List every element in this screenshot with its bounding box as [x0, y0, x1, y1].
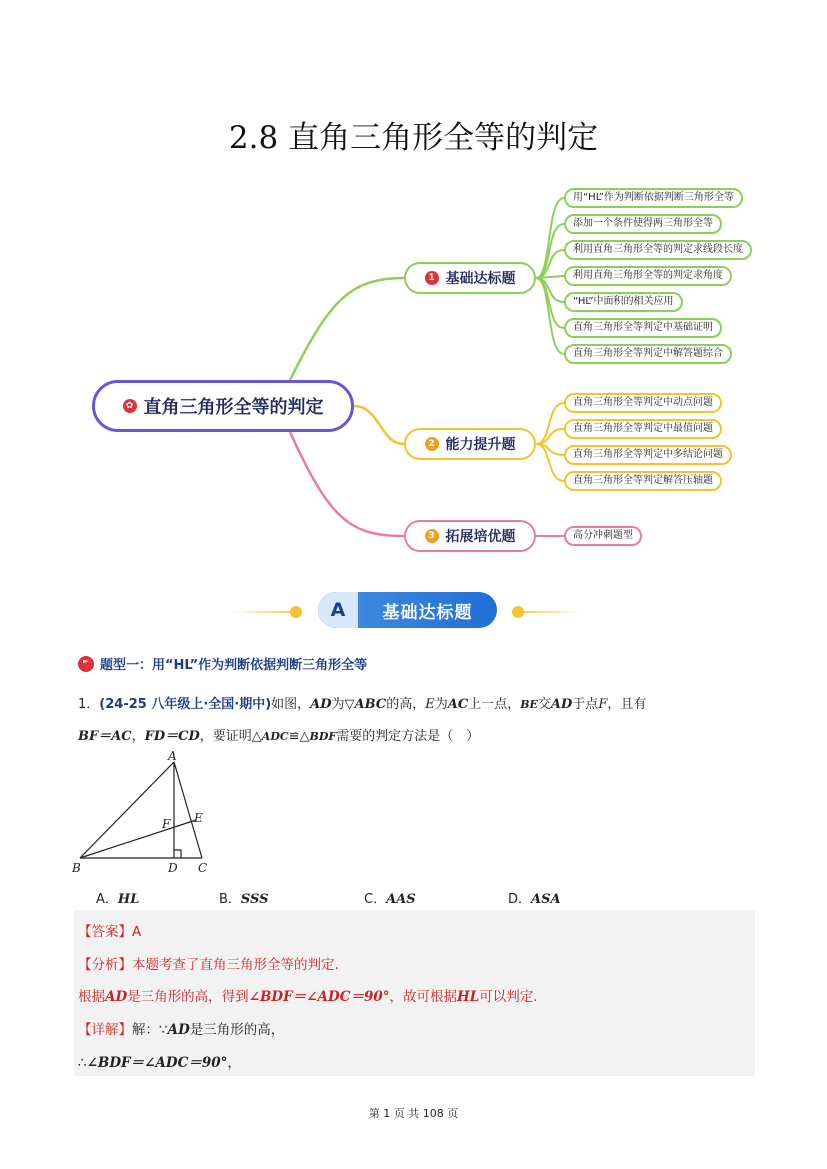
- option-d[interactable]: [508, 888, 561, 907]
- section-label: 基础达标题: [382, 602, 473, 623]
- math: ADC: [261, 730, 289, 743]
- mindmap-leaf: 直角三角形全等判定中基础证明: [564, 318, 722, 338]
- text: ，且有: [607, 697, 647, 712]
- number-badge-icon: 3: [425, 529, 439, 543]
- option-a[interactable]: [96, 888, 139, 907]
- type-heading-text: 题型一：用“HL”作为判断依据判断三角形全等: [100, 658, 368, 673]
- math: AD: [167, 1022, 190, 1038]
- math: AD: [105, 989, 128, 1005]
- mindmap-leaf: “HL”中面积的相关应用: [564, 292, 683, 312]
- text: 如图，: [271, 697, 311, 712]
- text: 根据: [78, 989, 105, 1005]
- option-letter: D．: [508, 892, 532, 907]
- banner-dot-right: [512, 606, 524, 618]
- mindmap-branch-extension: [404, 520, 536, 552]
- text: ，: [227, 1055, 241, 1071]
- mindmap-branch-advanced: [404, 428, 536, 460]
- option-letter: B．: [219, 892, 241, 907]
- branch-label: 基础达标题: [445, 271, 516, 287]
- therefore-line: [78, 1051, 241, 1071]
- page-title: 2.8 直角三角形全等的判定: [228, 120, 599, 156]
- math: BDF: [309, 730, 337, 743]
- math: ∠BDF＝∠ADC＝90°: [86, 1055, 228, 1071]
- analysis-line: [78, 953, 339, 973]
- text: 需要的判定方法是（ ）: [336, 729, 480, 744]
- option-c[interactable]: [364, 888, 416, 907]
- mindmap-leaf: 直角三角形全等判定中解答题综合: [564, 344, 732, 364]
- banner-dot-left: [290, 606, 302, 618]
- math: BF＝AC: [78, 729, 132, 744]
- text: 解：∵: [132, 1022, 168, 1038]
- number-badge-icon: 2: [425, 437, 439, 451]
- number-badge-icon: 1: [425, 271, 439, 285]
- text: 为: [434, 697, 448, 712]
- option-text: AAS: [386, 892, 416, 907]
- math: AD: [550, 697, 573, 712]
- mindmap-leaf: 直角三角形全等判定中多结论问题: [564, 445, 732, 465]
- math: HL: [456, 989, 480, 1005]
- page-footer: 第 1 页 共 108 页: [368, 1107, 459, 1120]
- flag-icon: [78, 656, 94, 672]
- text: 为: [331, 697, 345, 712]
- branch-label: 拓展培优题: [445, 529, 516, 545]
- point-label-f: F: [162, 817, 171, 831]
- text: 可以判定.: [479, 989, 538, 1005]
- mindmap-leaf: 直角三角形全等判定中最值问题: [564, 419, 722, 439]
- question-source: (24-25 八年级上·全国·期中): [99, 697, 272, 712]
- option-b[interactable]: [219, 888, 269, 907]
- mindmap-leaf: 利用直角三角形全等的判定求线段长度: [564, 240, 752, 260]
- math: ▽ABC: [344, 697, 387, 712]
- question-line-2: [78, 725, 479, 744]
- detail-line: [78, 1018, 284, 1038]
- text: ∴: [78, 1055, 87, 1071]
- question-line-1: [78, 693, 646, 712]
- mindmap-leaf: 直角三角形全等判定中动点问题: [564, 393, 722, 413]
- text: ，: [131, 729, 145, 744]
- answer-value: A: [132, 924, 142, 940]
- point-label-b: B: [72, 861, 81, 875]
- answer-tag: 【答案】: [78, 924, 132, 940]
- mindmap-leaf: 直角三角形全等判定解答压轴题: [564, 471, 722, 491]
- analysis-text: 本题考查了直角三角形全等的判定.: [132, 957, 339, 973]
- reason-line: [78, 985, 538, 1005]
- text: 上一点，: [468, 697, 521, 712]
- text: ，要证明△: [199, 729, 262, 744]
- text: 交: [537, 697, 551, 712]
- option-text: ASA: [531, 892, 561, 907]
- type-heading: [78, 654, 367, 673]
- math: FD＝CD: [144, 729, 200, 744]
- question-number: 1．: [78, 697, 100, 712]
- point-label-c: C: [198, 861, 208, 875]
- analysis-tag: 【分析】: [78, 957, 132, 973]
- option-text: HL: [117, 892, 140, 907]
- option-letter: C．: [364, 892, 387, 907]
- math: AC: [447, 697, 469, 712]
- detail-tag: 【详解】: [78, 1022, 132, 1038]
- mindmap-leaf: 高分冲刺题型: [564, 526, 642, 546]
- mindmap-leaf: 用“HL”作为判断依据判断三角形全等: [564, 188, 743, 208]
- math: AD: [310, 697, 332, 712]
- math: E: [425, 697, 435, 712]
- text: ，故可根据: [389, 989, 457, 1005]
- math: F: [598, 697, 608, 712]
- section-letter: A: [318, 592, 358, 628]
- option-letter: A．: [96, 892, 118, 907]
- text: 的高，: [386, 697, 426, 712]
- flower-icon: ✿: [123, 399, 137, 413]
- point-label-a: A: [168, 750, 177, 763]
- math: BE: [520, 698, 538, 711]
- mindmap-root: [92, 380, 354, 432]
- text: 是三角形的高，: [189, 1022, 285, 1038]
- answer-line: [78, 920, 141, 940]
- point-label-d: D: [168, 861, 178, 875]
- mindmap-leaf: 利用直角三角形全等的判定求角度: [564, 266, 732, 286]
- mindmap-leaf: 添加一个条件使得两三角形全等: [564, 214, 722, 234]
- point-label-e: E: [194, 811, 203, 825]
- text: 是三角形的高，得到: [127, 989, 249, 1005]
- branch-label: 能力提升题: [445, 437, 516, 453]
- mindmap-branch-basic: [404, 262, 536, 294]
- math: ∠BDF＝∠ADC＝90°: [248, 989, 390, 1005]
- option-text: SSS: [240, 892, 269, 907]
- section-banner: [318, 592, 497, 628]
- text: ≌△: [288, 729, 310, 744]
- text: 于点: [572, 697, 599, 712]
- mindmap-root-label: 直角三角形全等的判定: [143, 397, 324, 418]
- triangle-figure: [70, 750, 220, 880]
